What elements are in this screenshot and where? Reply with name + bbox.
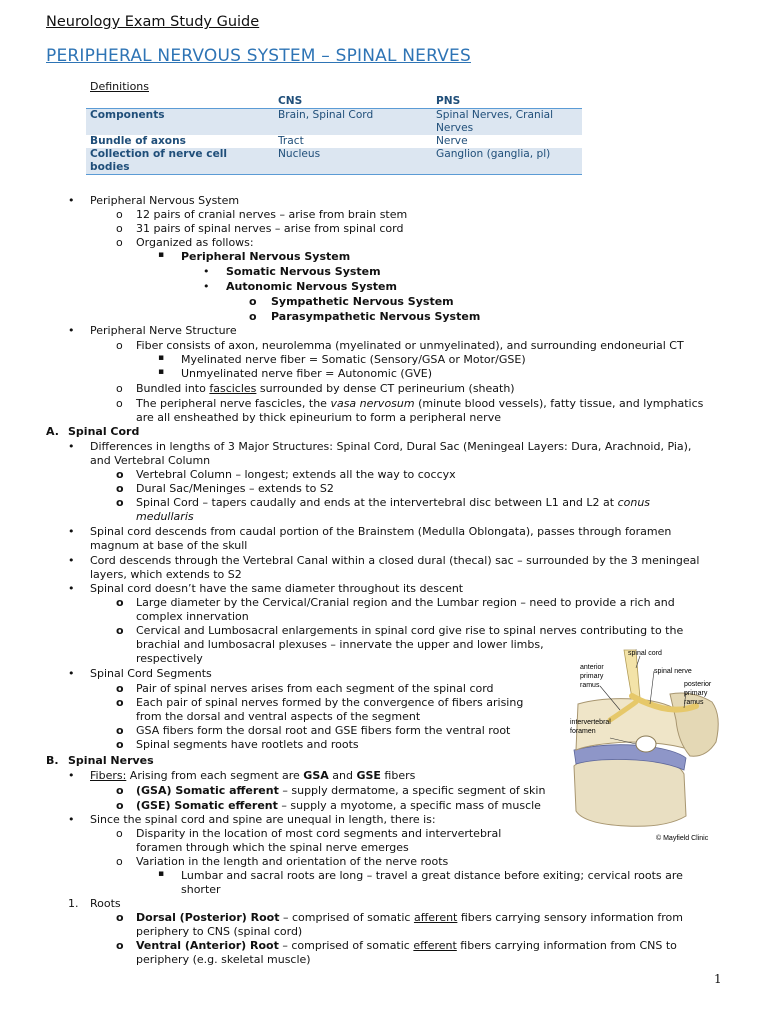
label-foramen: foramen [570,728,596,735]
section-heading: Spinal Cord [68,425,140,438]
bullet-icon: • [68,525,75,538]
label-primary: primary [580,673,604,680]
header-cell-cns: CNS [274,95,432,109]
bullet-icon: • [68,582,75,595]
page-number: 1 [714,972,722,986]
circle-bullet-icon: o [116,855,123,868]
row-pns [432,109,582,136]
text-run: – supply dermatome, a specific segment of skin [278,784,546,797]
list-item-continued: brachial and lumbosacral plexuses – innervate the upper and lower limbs, [136,638,544,651]
list-item-continued: are all ensheathed by thick epineurium to form a peripheral nerve [136,411,501,424]
table-row [86,109,582,136]
text-run: GSE [356,769,381,782]
list-item-continued: from the dorsal and ventral aspects of the segment [136,710,421,723]
table-header-row [86,95,582,109]
label-primary-2: primary [684,690,708,697]
bullet-icon: • [203,265,210,278]
list-item [136,939,677,953]
bullet-icon: • [68,667,75,680]
row-term: Components [86,109,274,136]
list-item-continued: foramen through which the spinal nerve emerges [136,841,409,854]
list-item [136,911,683,925]
circle-bullet-icon: o [116,784,124,797]
row-cns: Nucleus [274,148,432,175]
text-run: – comprised of somatic [279,911,414,924]
list-item: Myelinated nerve fiber = Somatic (Sensory/GSA or Motor/GSE) [181,353,526,366]
list-item: Sympathetic Nervous System [271,295,454,308]
list-item: Roots [90,897,121,910]
text-run: (GSA) Somatic afferent [136,784,279,797]
circle-bullet-icon: o [116,911,124,924]
circle-bullet-icon: o [116,738,124,751]
section-marker: B. [46,754,59,767]
list-item [136,799,541,813]
list-item [136,382,515,396]
leader-line [650,671,654,704]
circle-bullet-icon: o [116,596,124,609]
definitions-label: Definitions [90,80,149,93]
definitions-table [86,95,582,175]
bullet-icon: • [68,769,75,782]
text-run: (GSE) Somatic efferent [136,799,278,812]
circle-bullet-icon: o [116,799,124,812]
row-term [86,148,274,175]
text-run: conus [617,496,651,509]
list-item: Since the spinal cord and spine are unequal in length, there is: [90,813,436,826]
circle-bullet-icon: o [116,827,123,840]
row-pns: Nerve [436,135,468,147]
circle-bullet-icon: o [116,682,124,695]
vertebra-lower [574,756,686,827]
list-item: Lumbar and sacral roots are long – travel a great distance before exiting; cervical roots are [181,869,683,882]
list-number: 1. [68,897,79,910]
circle-bullet-icon: o [116,496,124,509]
section-heading: Spinal Nerves [68,754,154,767]
text-run: GSA [303,769,329,782]
list-item: Peripheral Nervous System [90,194,240,207]
list-item-continued: and Vertebral Column [90,454,211,467]
list-item: Organized as follows: [136,236,254,249]
list-item: Cervical and Lumbosacral enlargements in spinal cord give rise to spinal nerves contributing to the [136,624,684,637]
label-ramus: ramus [580,682,600,689]
row-cns: Brain, Spinal Cord [274,109,432,136]
header-cell [86,95,274,109]
term-line: Collection of nerve cell [90,148,228,160]
text-run: fibers carrying information from CNS to [456,939,677,952]
square-bullet-icon: ▪ [158,367,165,377]
text-run: afferent [413,911,458,924]
text-run: Bundled into [136,382,210,395]
list-item: 31 pairs of spinal nerves – arise from spinal cord [136,222,404,235]
list-item [136,397,703,411]
list-item [136,784,545,798]
bullet-icon: • [68,440,75,453]
list-item: Peripheral Nerve Structure [90,324,237,337]
foramen-shape [636,736,656,752]
list-item: Spinal cord descends from caudal portion of the Brainstem (Medulla Oblongata), passes through foramen [90,525,672,538]
text-run: Dorsal (Posterior) Root [136,911,280,924]
circle-bullet-icon: o [116,236,123,249]
pns-line: Spinal Nerves, Cranial [436,109,554,121]
label-anterior: anterior [580,664,604,671]
list-item [136,496,650,510]
circle-bullet-icon: o [116,939,124,952]
text-run: fibers carrying sensory information from [457,911,683,924]
list-item: Fiber consists of axon, neurolemma (myelinated or unmyelinated), and surrounding endoneurial CT [136,339,684,352]
table-row [86,135,582,148]
circle-bullet-icon: o [116,468,124,481]
section-marker: A. [46,425,59,438]
figure-credit: © Mayfield Clinic [656,835,709,842]
list-item-continued: layers, which extends to S2 [90,568,242,581]
list-item: Peripheral Nervous System [181,250,351,263]
text-run: fibers [380,769,416,782]
list-item: Spinal Cord Segments [90,667,212,680]
spinal-cord-shape [624,650,640,698]
text-run: efferent [413,939,457,952]
list-item-continued: medullaris [136,510,194,523]
label-intervertebral: intervertebral [570,719,611,726]
label-posterior: posterior [684,681,712,688]
list-item: GSA fibers form the dorsal root and GSE fibers form the ventral root [136,724,511,737]
circle-bullet-icon: o [116,397,123,410]
section-title: PERIPHERAL NERVOUS SYSTEM – SPINAL NERVES [46,46,471,66]
list-item: Parasympathetic Nervous System [271,310,481,323]
spinal-nerve-illustration [566,646,730,844]
list-item: Somatic Nervous System [226,265,381,278]
header-cell-pns: PNS [432,95,582,109]
table-row [86,148,582,175]
list-item: Differences in lengths of 3 Major Structures: Spinal Cord, Dural Sac (Meningeal Layers: Dura, Arachnoid, Pia), [90,440,692,453]
circle-bullet-icon: o [249,295,257,308]
circle-bullet-icon: o [116,482,124,495]
text-run: vasa nervosum [330,397,415,410]
term-line: bodies [90,161,130,173]
row-pns: Ganglion (ganglia, pl) [432,148,582,175]
label-ramus-2: ramus [684,699,704,706]
list-item-continued: magnum at base of the skull [90,539,248,552]
square-bullet-icon: ▪ [158,869,165,879]
label-spinal-nerve: spinal nerve [654,668,692,675]
bullet-icon: • [68,554,75,567]
row-term: Bundle of axons [90,135,186,147]
circle-bullet-icon: o [116,339,123,352]
text-run: – comprised of somatic [278,939,414,952]
list-item-continued: respectively [136,652,203,665]
text-run: Arising from each segment are [126,769,304,782]
document-title: Neurology Exam Study Guide [46,14,260,30]
list-item-continued: complex innervation [136,610,249,623]
list-item: 12 pairs of cranial nerves – arise from brain stem [136,208,408,221]
text-run: Spinal Cord – tapers caudally and ends at the intervertebral disc between L1 and L2 at [136,496,618,509]
list-item [90,769,415,783]
list-item: Pair of spinal nerves arises from each segment of the spinal cord [136,682,494,695]
circle-bullet-icon: o [116,208,123,221]
text-run: Fibers: [90,769,127,782]
list-item: Variation in the length and orientation of the nerve roots [136,855,449,868]
list-item: Spinal segments have rootlets and roots [136,738,359,751]
list-item: Large diameter by the Cervical/Cranial region and the Lumbar region – need to provide a rich and [136,596,675,609]
circle-bullet-icon: o [116,624,124,637]
pns-line: Nerves [436,122,474,134]
list-item: Disparity in the location of most cord segments and intervertebral [136,827,502,840]
list-item: Vertebral Column – longest; extends all the way to coccyx [136,468,456,481]
list-item-continued: shorter [181,883,221,896]
circle-bullet-icon: o [116,382,123,395]
list-item-continued: periphery to CNS (spinal cord) [136,925,303,938]
text-run: (minute blood vessels), fatty tissue, and lymphatics [414,397,704,410]
square-bullet-icon: ▪ [158,353,165,363]
text-run: and [328,769,357,782]
list-item: Cord descends through the Vertebral Canal within a closed dural (thecal) sac – surrounded by the 3 meningeal [90,554,700,567]
text-run: fascicles [209,382,257,395]
list-item-continued: periphery (e.g. skeletal muscle) [136,953,311,966]
circle-bullet-icon: o [116,696,124,709]
list-item: Dural Sac/Meninges – extends to S2 [136,482,334,495]
text-run: surrounded by dense CT perineurium (sheath) [256,382,515,395]
text-run: – supply a myotome, a specific mass of muscle [277,799,541,812]
text-run: The peripheral nerve fascicles, the [136,397,331,410]
bullet-icon: • [68,194,75,207]
bullet-icon: • [68,324,75,337]
circle-bullet-icon: o [249,310,257,323]
row-cns: Tract [278,135,304,147]
list-item: Unmyelinated nerve fiber = Autonomic (GVE) [181,367,432,380]
square-bullet-icon: ▪ [158,250,165,260]
bullet-icon: • [68,813,75,826]
circle-bullet-icon: o [116,222,123,235]
list-item: Autonomic Nervous System [226,280,397,293]
text-run: Ventral (Anterior) Root [136,939,279,952]
list-item: Spinal cord doesn’t have the same diameter throughout its descent [90,582,464,595]
circle-bullet-icon: o [116,724,124,737]
list-item: Each pair of spinal nerves formed by the convergence of fibers arising [136,696,524,709]
label-spinal-cord: spinal cord [628,650,662,657]
bullet-icon: • [203,280,210,293]
